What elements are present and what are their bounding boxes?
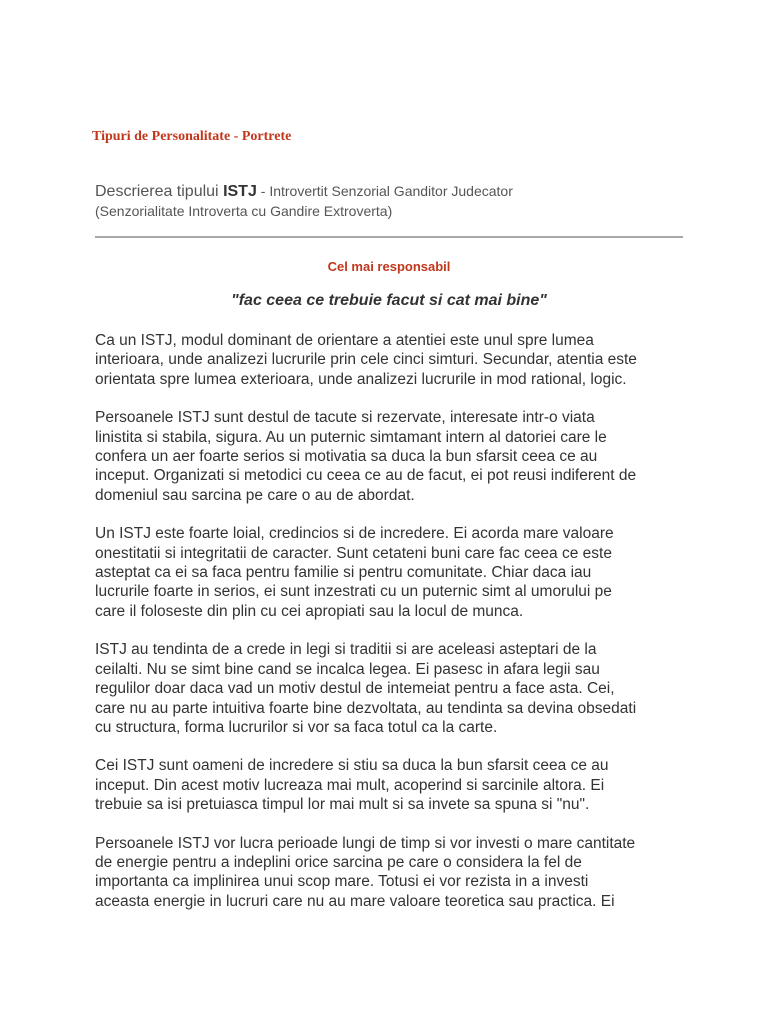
paragraph [95, 408, 675, 505]
text-line: importanta ca implinirea unui scop mare. Totusi ei vor rezista in a investi [95, 873, 589, 891]
text-line: Ca un ISTJ, modul dominant de orientare a atentiei este unul spre lumea [95, 332, 594, 349]
header-separator: - [256, 183, 270, 199]
text-line: linistita si stabila, sigura. Au un puternic simtamant intern al datoriei care le [95, 428, 607, 446]
text-line: onestitatii si integritatii de caracter. Sunt cetateni buni care fac ceea ce este [95, 544, 612, 562]
text-line: ceilalti. Nu se simt bine cand se incalca legea. Ei pasesc in afara legii sau [95, 660, 600, 678]
text-line: inceput. Organizati si metodici cu ceea ce au de facut, ei pot reusi indiferent de [95, 467, 637, 485]
text-line: lucrurile foarte in serios, ei sunt inzestrati cu un puternic simt al umorului pe [95, 583, 612, 601]
type-subtype: (Senzorialitate Introverta cu Gandire Extroverta) [95, 203, 393, 219]
paragraph [95, 640, 675, 737]
text-line: Persoanele ISTJ vor lucra perioade lungi de timp si vor investi o mare cantitate [95, 834, 636, 852]
text-line: Cei ISTJ sunt oameni de incredere si stiu sa duca la bun sfarsit ceea ce au [95, 757, 609, 775]
text-line: trebuie sa isi pretuiasca timpul lor mai mult si sa invete sa spuna si "nu". [95, 796, 590, 814]
text-line: aceasta energie in lucruri care nu au mare valoare teoretica sau practica. Ei [95, 892, 615, 910]
text-line: de energie pentru a indeplini orice sarcina pe care o considera la fel de [95, 853, 582, 871]
type-code: ISTJ [223, 183, 257, 200]
text-line: orientata spre lumea exterioara, unde analizezi lucrurile in mod rational, logic. [95, 370, 627, 388]
paragraph [95, 834, 675, 912]
text-line: cu structura, forma lucrurilor si vor sa faca totul ca la carte. [95, 718, 498, 736]
type-header [95, 181, 695, 220]
site-title: Tipuri de Personalitate - Portrete [92, 129, 292, 144]
paragraph [95, 756, 675, 814]
header-prefix: Descrierea tipului [95, 183, 224, 200]
text-line: interioara, unde analizezi lucrurile prin cele cinci simturi. Secundar, atentia este [95, 351, 637, 369]
text-line: care il foloseste din plin cu cei apropiati sau la locul de munca. [95, 602, 524, 620]
type-header-line [95, 181, 695, 202]
section-subtitle: Cel mai responsabil [327, 259, 451, 274]
text-line: ISTJ au tendinta de a crede in legi si traditii si are aceleasi asteptari de la [95, 641, 597, 659]
paragraph [95, 524, 675, 621]
text-line: domeniul sau sarcina pe care o au de abordat. [95, 486, 415, 504]
body-text [95, 331, 675, 930]
header-divider [95, 236, 683, 238]
text-line: Un ISTJ este foarte loial, credincios si de incredere. Ei acorda mare valoare [95, 525, 614, 543]
text-line: regulilor doar daca vad un motiv destul de intemeiat pentru a face asta. Cei, [95, 680, 615, 698]
paragraph [95, 331, 675, 389]
text-line: Persoanele ISTJ sunt destul de tacute si rezervate, interesate intr-o viata [95, 409, 595, 427]
text-line: asteptat ca ei sa faca pentru familie si pentru comunitate. Chiar daca iau [95, 564, 592, 582]
text-line: inceput. Din acest motiv lucreaza mai mult, acoperind si sarcinile altora. Ei [95, 776, 605, 794]
text-line: care nu au parte intuitiva foarte bine dezvoltata, au tendinta sa devina obsedati [95, 699, 637, 717]
type-name: Introvertit Senzorial Ganditor Judecator [269, 183, 513, 199]
motto-quote: "fac ceea ce trebuie facut si cat mai bine" [231, 292, 547, 309]
text-line: confera un aer foarte serios si motivatia sa duca la bun sfarsit ceea ce au [95, 448, 598, 466]
